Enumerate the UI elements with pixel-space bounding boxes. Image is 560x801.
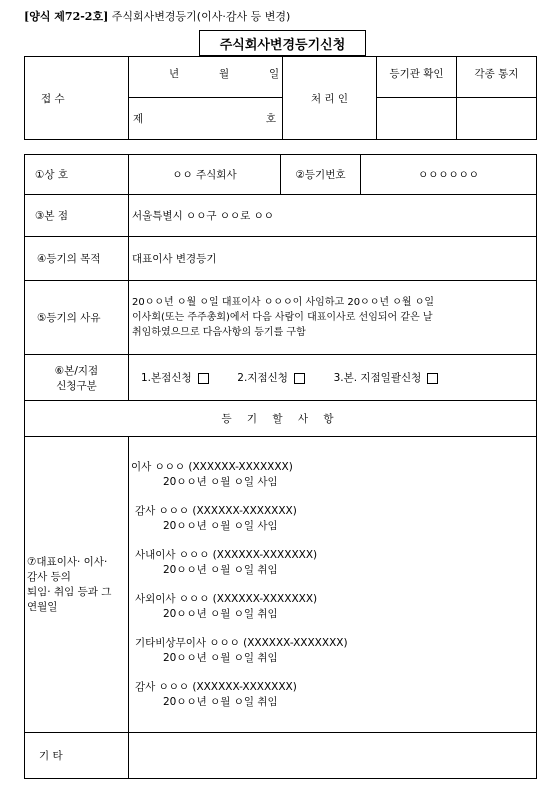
cause-line-3: 취임하였으므로 다음사항의 등기를 구함	[132, 327, 306, 338]
officer-entry: 사내이사 ㅇㅇㅇ (XXXXXX-XXXXXXX)	[135, 549, 318, 561]
form-title: 주식회사변경등기신청	[199, 30, 366, 56]
form-number: [양식 제72-2호]	[24, 10, 109, 23]
notices-cell	[457, 57, 537, 98]
matters-header-cell	[25, 401, 537, 437]
reception-date-cell[interactable]	[129, 57, 283, 98]
date-year: 년	[169, 68, 180, 80]
officer-date: 20ㅇㅇ년 ㅇ월 ㅇ일 취임	[163, 608, 278, 620]
head-office-value-cell[interactable]	[129, 195, 537, 237]
cause-line-1: 20ㅇㅇ년 ㅇ월 ㅇ일 대표이사 ㅇㅇㅇ이 사임하고 20ㅇㅇ년 ㅇ월 ㅇ일	[132, 297, 435, 308]
officer-date: 20ㅇㅇ년 ㅇ월 ㅇ일 취임	[163, 652, 278, 664]
officer-date: 20ㅇㅇ년 ㅇ월 ㅇ일 취임	[163, 696, 278, 708]
branch-options-cell	[129, 355, 537, 401]
head-office-checkbox[interactable]	[198, 373, 209, 384]
purpose-value-cell[interactable]	[129, 237, 537, 281]
officer-entry: 기타비상무이사 ㅇㅇㅇ (XXXXXX-XXXXXXX)	[135, 637, 348, 649]
other-value-cell[interactable]	[129, 733, 537, 779]
head-office-label-cell	[25, 195, 129, 237]
reception-table	[24, 56, 537, 140]
officer-entry: 사외이사 ㅇㅇㅇ (XXXXXX-XXXXXXX)	[135, 593, 318, 605]
reception-label-cell	[25, 57, 129, 140]
branch-option-both: 3.본. 지점일괄신청	[333, 372, 422, 384]
processor-cell	[283, 57, 377, 140]
cause-line-2: 이사회(또는 주주총회)에서 다음 사람이 대표이사로 선임되어 같은 날	[132, 312, 433, 323]
head-office-value: 서울특별시 ㅇㅇ구 ㅇㅇ로 ㅇㅇ	[132, 210, 274, 222]
registry-confirm-cell	[377, 57, 457, 98]
matters-label-1: ⑦대표이사· 이사·	[27, 555, 108, 568]
head-office-label: ③본 점	[35, 210, 69, 222]
trade-name-value[interactable]: ㅇㅇ 주식회사	[129, 155, 281, 195]
form-name: 주식회사변경등기(이사·감사 등 변경)	[111, 10, 291, 23]
reception-label: 접 수	[41, 92, 65, 105]
cause-label: ⑤등기의 사유	[37, 312, 101, 324]
officer-entry: 감사 ㅇㅇㅇ (XXXXXX-XXXXXXX)	[135, 505, 297, 517]
main-table	[24, 154, 537, 779]
cause-value-cell[interactable]	[129, 281, 537, 355]
purpose-value: 대표이사 변경등기	[132, 253, 217, 265]
number-suffix: 호	[265, 113, 276, 125]
notices-box[interactable]	[457, 98, 537, 140]
matters-label-2: 감사 등의	[27, 570, 71, 583]
officer-date: 20ㅇㅇ년 ㅇ월 ㅇ일 취임	[163, 564, 278, 576]
other-label: 기 타	[39, 750, 63, 762]
other-label-cell	[25, 733, 129, 779]
date-day: 일	[269, 68, 280, 80]
number-prefix: 제	[133, 113, 144, 125]
trade-name-label-cell	[25, 155, 129, 195]
branch-label-1: ⑥본/지점	[54, 364, 99, 377]
processor-label: 처 리 인	[310, 92, 349, 105]
cause-label-cell	[25, 281, 129, 355]
officer-entry: 감사 ㅇㅇㅇ (XXXXXX-XXXXXXX)	[135, 681, 297, 693]
reg-no-label: ②등기번호	[281, 155, 361, 195]
both-checkbox[interactable]	[427, 373, 438, 384]
form-header	[24, 8, 290, 24]
matters-label-cell	[25, 437, 129, 733]
officer-date: 20ㅇㅇ년 ㅇ월 ㅇ일 사임	[163, 476, 278, 488]
branch-option-branch: 2.지점신청	[237, 372, 288, 384]
branch-checkbox[interactable]	[294, 373, 305, 384]
branch-label-2: 신청구분	[56, 379, 97, 392]
reg-no-value[interactable]: ㅇㅇㅇㅇㅇㅇ	[361, 155, 537, 195]
date-month: 월	[219, 68, 230, 80]
branch-option-head-office: 1.본점신청	[141, 372, 192, 384]
purpose-label: ④등기의 목적	[37, 253, 101, 265]
matters-content-cell[interactable]	[129, 437, 537, 733]
matters-label-3: 퇴임· 취임 등과 그	[27, 585, 112, 598]
officer-date: 20ㅇㅇ년 ㅇ월 ㅇ일 사임	[163, 520, 278, 532]
notices-label: 각종 통지	[474, 68, 519, 80]
matters-label-4: 연월일	[27, 600, 58, 613]
reception-number-cell[interactable]	[129, 98, 283, 140]
registry-confirm-box[interactable]	[377, 98, 457, 140]
trade-name-label: ①상 호	[35, 169, 69, 181]
registry-confirm-label: 등기관 확인	[389, 68, 444, 80]
purpose-label-cell	[25, 237, 129, 281]
branch-label-cell	[25, 355, 129, 401]
officer-entry: 이사 ㅇㅇㅇ (XXXXXX-XXXXXXX)	[131, 461, 293, 473]
matters-header: 등 기 할 사 항	[221, 413, 340, 425]
